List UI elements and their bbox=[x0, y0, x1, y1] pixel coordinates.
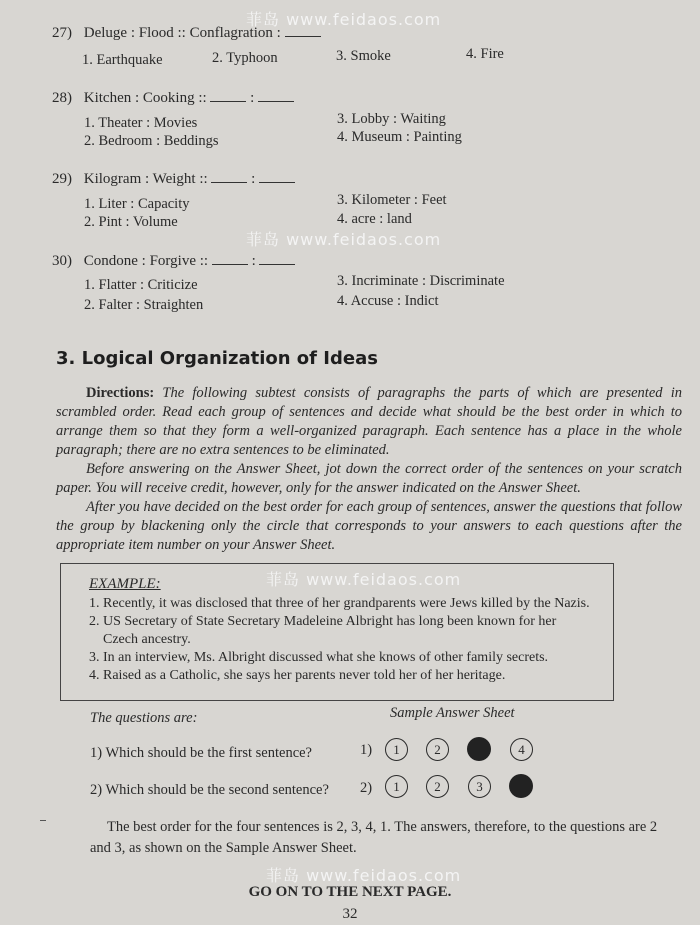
example-box bbox=[60, 563, 614, 701]
question-27 bbox=[52, 24, 321, 42]
option: 4. Museum : Painting bbox=[337, 129, 462, 145]
question-number: 30) bbox=[52, 253, 72, 269]
example-title: EXAMPLE: bbox=[89, 576, 161, 592]
watermark: 菲岛 www.feidaos.com bbox=[246, 10, 442, 29]
example-sentence: Czech ancestry. bbox=[103, 632, 191, 647]
answer-blank bbox=[210, 89, 246, 102]
sample-answer-number: 1) bbox=[360, 742, 373, 758]
directions-label: Directions: bbox=[86, 385, 155, 401]
section-title: 3. Logical Organization of Ideas bbox=[56, 348, 378, 369]
option: 1. Flatter : Criticize bbox=[84, 277, 198, 293]
sample-question-1: 1) Which should be the first sentence? bbox=[90, 745, 312, 761]
example-sentence: 1. Recently, it was disclosed that three of her grandparents were Jews killed by the Nazis. bbox=[89, 596, 590, 611]
option: 1. Earthquake bbox=[82, 52, 163, 68]
sample-sheet-label: Sample Answer Sheet bbox=[390, 705, 515, 721]
option: 2. Pint : Volume bbox=[84, 214, 178, 230]
directions-text: The following subtest consists of paragraphs the parts of which are presented in scrambled order. Read each group of sentences and decide what should be the best order in which to arrange them so that they form a well-organized paragraph. Each sentence has a place in the whole paragraph; there are no extra sentences to be eliminated. bbox=[56, 385, 682, 458]
example-sentence: 3. In an interview, Ms. Albright discussed what she knows of other family secrets. bbox=[89, 650, 549, 665]
answer-blank bbox=[285, 24, 321, 37]
filled-bubble bbox=[509, 774, 533, 798]
answer-blank bbox=[212, 252, 248, 265]
answer-bubble: 4 bbox=[510, 738, 533, 761]
answer-blank bbox=[258, 89, 294, 102]
directions-paragraph: Before answering on the Answer Sheet, jot down the correct order of the sentences on your scratch paper. You will receive credit, however, only for the answer indicated on the Answer Sheet. bbox=[56, 461, 682, 496]
option: 1. Theater : Movies bbox=[84, 115, 198, 131]
directions bbox=[56, 384, 682, 555]
option: 4. acre : land bbox=[337, 211, 412, 227]
option: 1. Liter : Capacity bbox=[84, 196, 190, 212]
option: 3. Lobby : Waiting bbox=[337, 111, 446, 127]
answer-bubble: 2 bbox=[426, 738, 449, 761]
sample-answer-number: 2) bbox=[360, 780, 373, 796]
sample-question-2: 2) Which should be the second sentence? bbox=[90, 782, 329, 798]
option: 2. Typhoon bbox=[212, 50, 278, 66]
margin-mark bbox=[40, 820, 46, 821]
option: 4. Fire bbox=[466, 46, 504, 62]
question-number: 29) bbox=[52, 171, 72, 187]
option: 3. Kilometer : Feet bbox=[337, 192, 447, 208]
option: 4. Accuse : Indict bbox=[337, 293, 439, 309]
watermark: 菲岛 www.feidaos.com bbox=[266, 866, 462, 885]
questions-label: The questions are: bbox=[90, 710, 198, 726]
option: 3. Smoke bbox=[336, 48, 391, 64]
example-sentence: 4. Raised as a Catholic, she says her parents never told her of her heritage. bbox=[89, 668, 506, 683]
filled-bubble bbox=[467, 737, 491, 761]
question-stem: Kitchen : Cooking :: bbox=[83, 90, 207, 106]
question-number: 28) bbox=[52, 90, 72, 106]
question-number: 27) bbox=[52, 25, 72, 41]
answer-bubble: 1 bbox=[385, 738, 408, 761]
answer-blank bbox=[211, 170, 247, 183]
answer-bubble: 1 bbox=[385, 775, 408, 798]
watermark: 菲岛 www.feidaos.com bbox=[266, 570, 462, 589]
option: 2. Bedroom : Beddings bbox=[84, 133, 219, 149]
question-29: 29) Kilogram : Weight :: : bbox=[52, 170, 295, 188]
answer-bubble: 3 bbox=[468, 775, 491, 798]
explanation-note: The best order for the four sentences is 2, 3, 4, 1. The answers, therefore, to the questions are 2 and 3, as shown on the Sample Answer Sheet. bbox=[90, 819, 658, 856]
question-stem: Deluge : Flood :: Conflagration : bbox=[83, 25, 281, 41]
option: 2. Falter : Straighten bbox=[84, 297, 204, 313]
question-stem: Condone : Forgive :: bbox=[83, 253, 209, 269]
example-sentence: 2. US Secretary of State Secretary Madeleine Albright has long been known for her bbox=[89, 614, 557, 629]
directions-paragraph: After you have decided on the best order for each group of sentences, answer the questions that follow the group by blackening only the circle that corresponds to your answers to each questions after the appropriate item number on your Answer Sheet. bbox=[56, 499, 682, 553]
question-30: 30) Condone : Forgive :: : bbox=[52, 252, 295, 270]
answer-bubble: 2 bbox=[426, 775, 449, 798]
watermark: 菲岛 www.feidaos.com bbox=[246, 230, 442, 249]
page-number: 32 bbox=[342, 906, 358, 922]
directions-paragraph bbox=[56, 384, 682, 460]
option: 3. Incriminate : Discriminate bbox=[337, 273, 505, 289]
question-stem: Kilogram : Weight :: bbox=[83, 171, 208, 187]
answer-blank bbox=[259, 252, 295, 265]
go-on-instruction: GO ON TO THE NEXT PAGE. bbox=[248, 884, 452, 900]
question-28: 28) Kitchen : Cooking :: : bbox=[52, 89, 294, 107]
answer-blank bbox=[259, 170, 295, 183]
